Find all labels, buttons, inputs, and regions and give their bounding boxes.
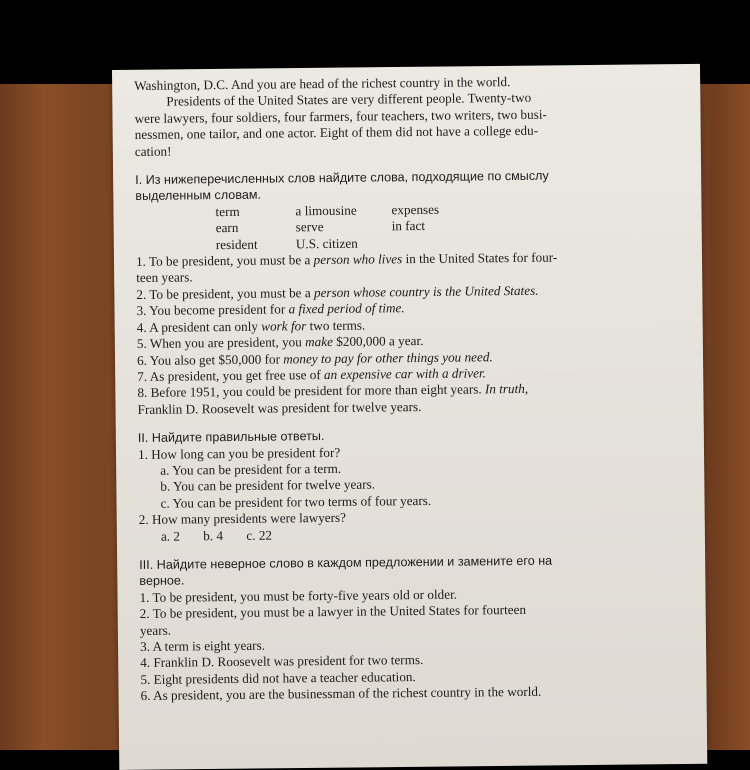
exercise-item: 6. You also get $50,000 for money to pay for other things you need. <box>136 348 493 368</box>
exercise-item: 4. A president can only work for two terms. <box>136 317 366 335</box>
exercise-item: 8. Before 1951, you could be president for more than eight years. In truth, <box>137 381 529 401</box>
section1-heading-cont: выделенным словам. <box>135 188 262 204</box>
word-bank-item: expenses <box>391 201 440 218</box>
exercise-item-cont: Franklin D. Roosevelt was president for twelve years. <box>137 398 422 417</box>
exercise-item: 5. When you are president, you make $200,000 a year. <box>136 333 424 352</box>
answer-option: a. You can be president for a term. <box>160 460 342 478</box>
intro-paragraph-line: Presidents of the United States are very different people. Twenty-two <box>166 90 532 110</box>
intro-paragraph-line: nessmen, one tailor, and one actor. Eight of them did not have a college edu- <box>134 122 539 143</box>
word-bank <box>135 200 575 254</box>
word-bank-item: earn <box>215 220 239 236</box>
word-bank-item: in fact <box>391 218 426 234</box>
section3-heading: III. Найдите неверное слово в каждом предложении и замените его на <box>139 553 553 572</box>
answer-option: b. 4 <box>203 527 224 543</box>
intro-paragraph-line: cation! <box>134 143 172 159</box>
word-bank-item: serve <box>295 219 324 235</box>
word-bank-item: U.S. citizen <box>295 235 358 251</box>
exercise-item-cont: years. <box>139 622 172 638</box>
exercise-item: 2. To be president, you must be a person whose country is the United States. <box>136 282 539 302</box>
question: 1. How long can you be president for? <box>137 444 341 462</box>
exercise-item: 3. A term is eight years. <box>139 637 266 654</box>
question: 2. How many presidents were lawyers? <box>138 509 347 528</box>
exercise-item-cont: teen years. <box>136 269 193 286</box>
answer-option: a. 2 <box>160 528 181 544</box>
answer-option: c. 22 <box>246 527 273 543</box>
word-bank-item: resident <box>215 236 258 252</box>
exercise-item: 1. To be president, you must be forty-five years old or older. <box>139 586 458 605</box>
answer-option: c. You can be president for two terms of four years. <box>160 492 432 511</box>
section1-heading: I. Из нижеперечисленных слов найдите слова, подходящие по смыслу <box>135 168 549 188</box>
answer-option: b. You can be president for twelve years. <box>160 476 376 495</box>
exercise-item: 5. Eight presidents did not have a teacher education. <box>140 668 416 687</box>
exercise-item: 2. To be president, you must be a lawyer in the United States for fourteen <box>139 602 527 622</box>
exercise-item: 6. As president, you are the businessman of the richest country in the world. <box>140 683 542 704</box>
exercise-item: 4. Franklin D. Roosevelt was president for two terms. <box>140 652 424 671</box>
exercise-item: 7. As president, you get free use of an expensive car with a driver. <box>137 365 486 384</box>
exercise-item: 3. You become president for a fixed period of time. <box>136 300 405 319</box>
section3-heading-cont: верное. <box>139 573 185 589</box>
intro-paragraph-line: were lawyers, four soldiers, four farmers, four teachers, two writers, two busi- <box>134 106 547 126</box>
word-bank-item <box>392 234 482 251</box>
word-bank-item: a limousine <box>295 202 357 219</box>
intro-line: Washington, D.C. And you are head of the richest country in the world. <box>134 74 511 93</box>
word-bank-item: term <box>215 203 240 219</box>
section2-heading: II. Найдите правильные ответы. <box>137 429 325 446</box>
exercise-item: 1. To be president, you must be a person who lives in the United States for four- <box>135 249 558 270</box>
document-page <box>134 63 581 704</box>
